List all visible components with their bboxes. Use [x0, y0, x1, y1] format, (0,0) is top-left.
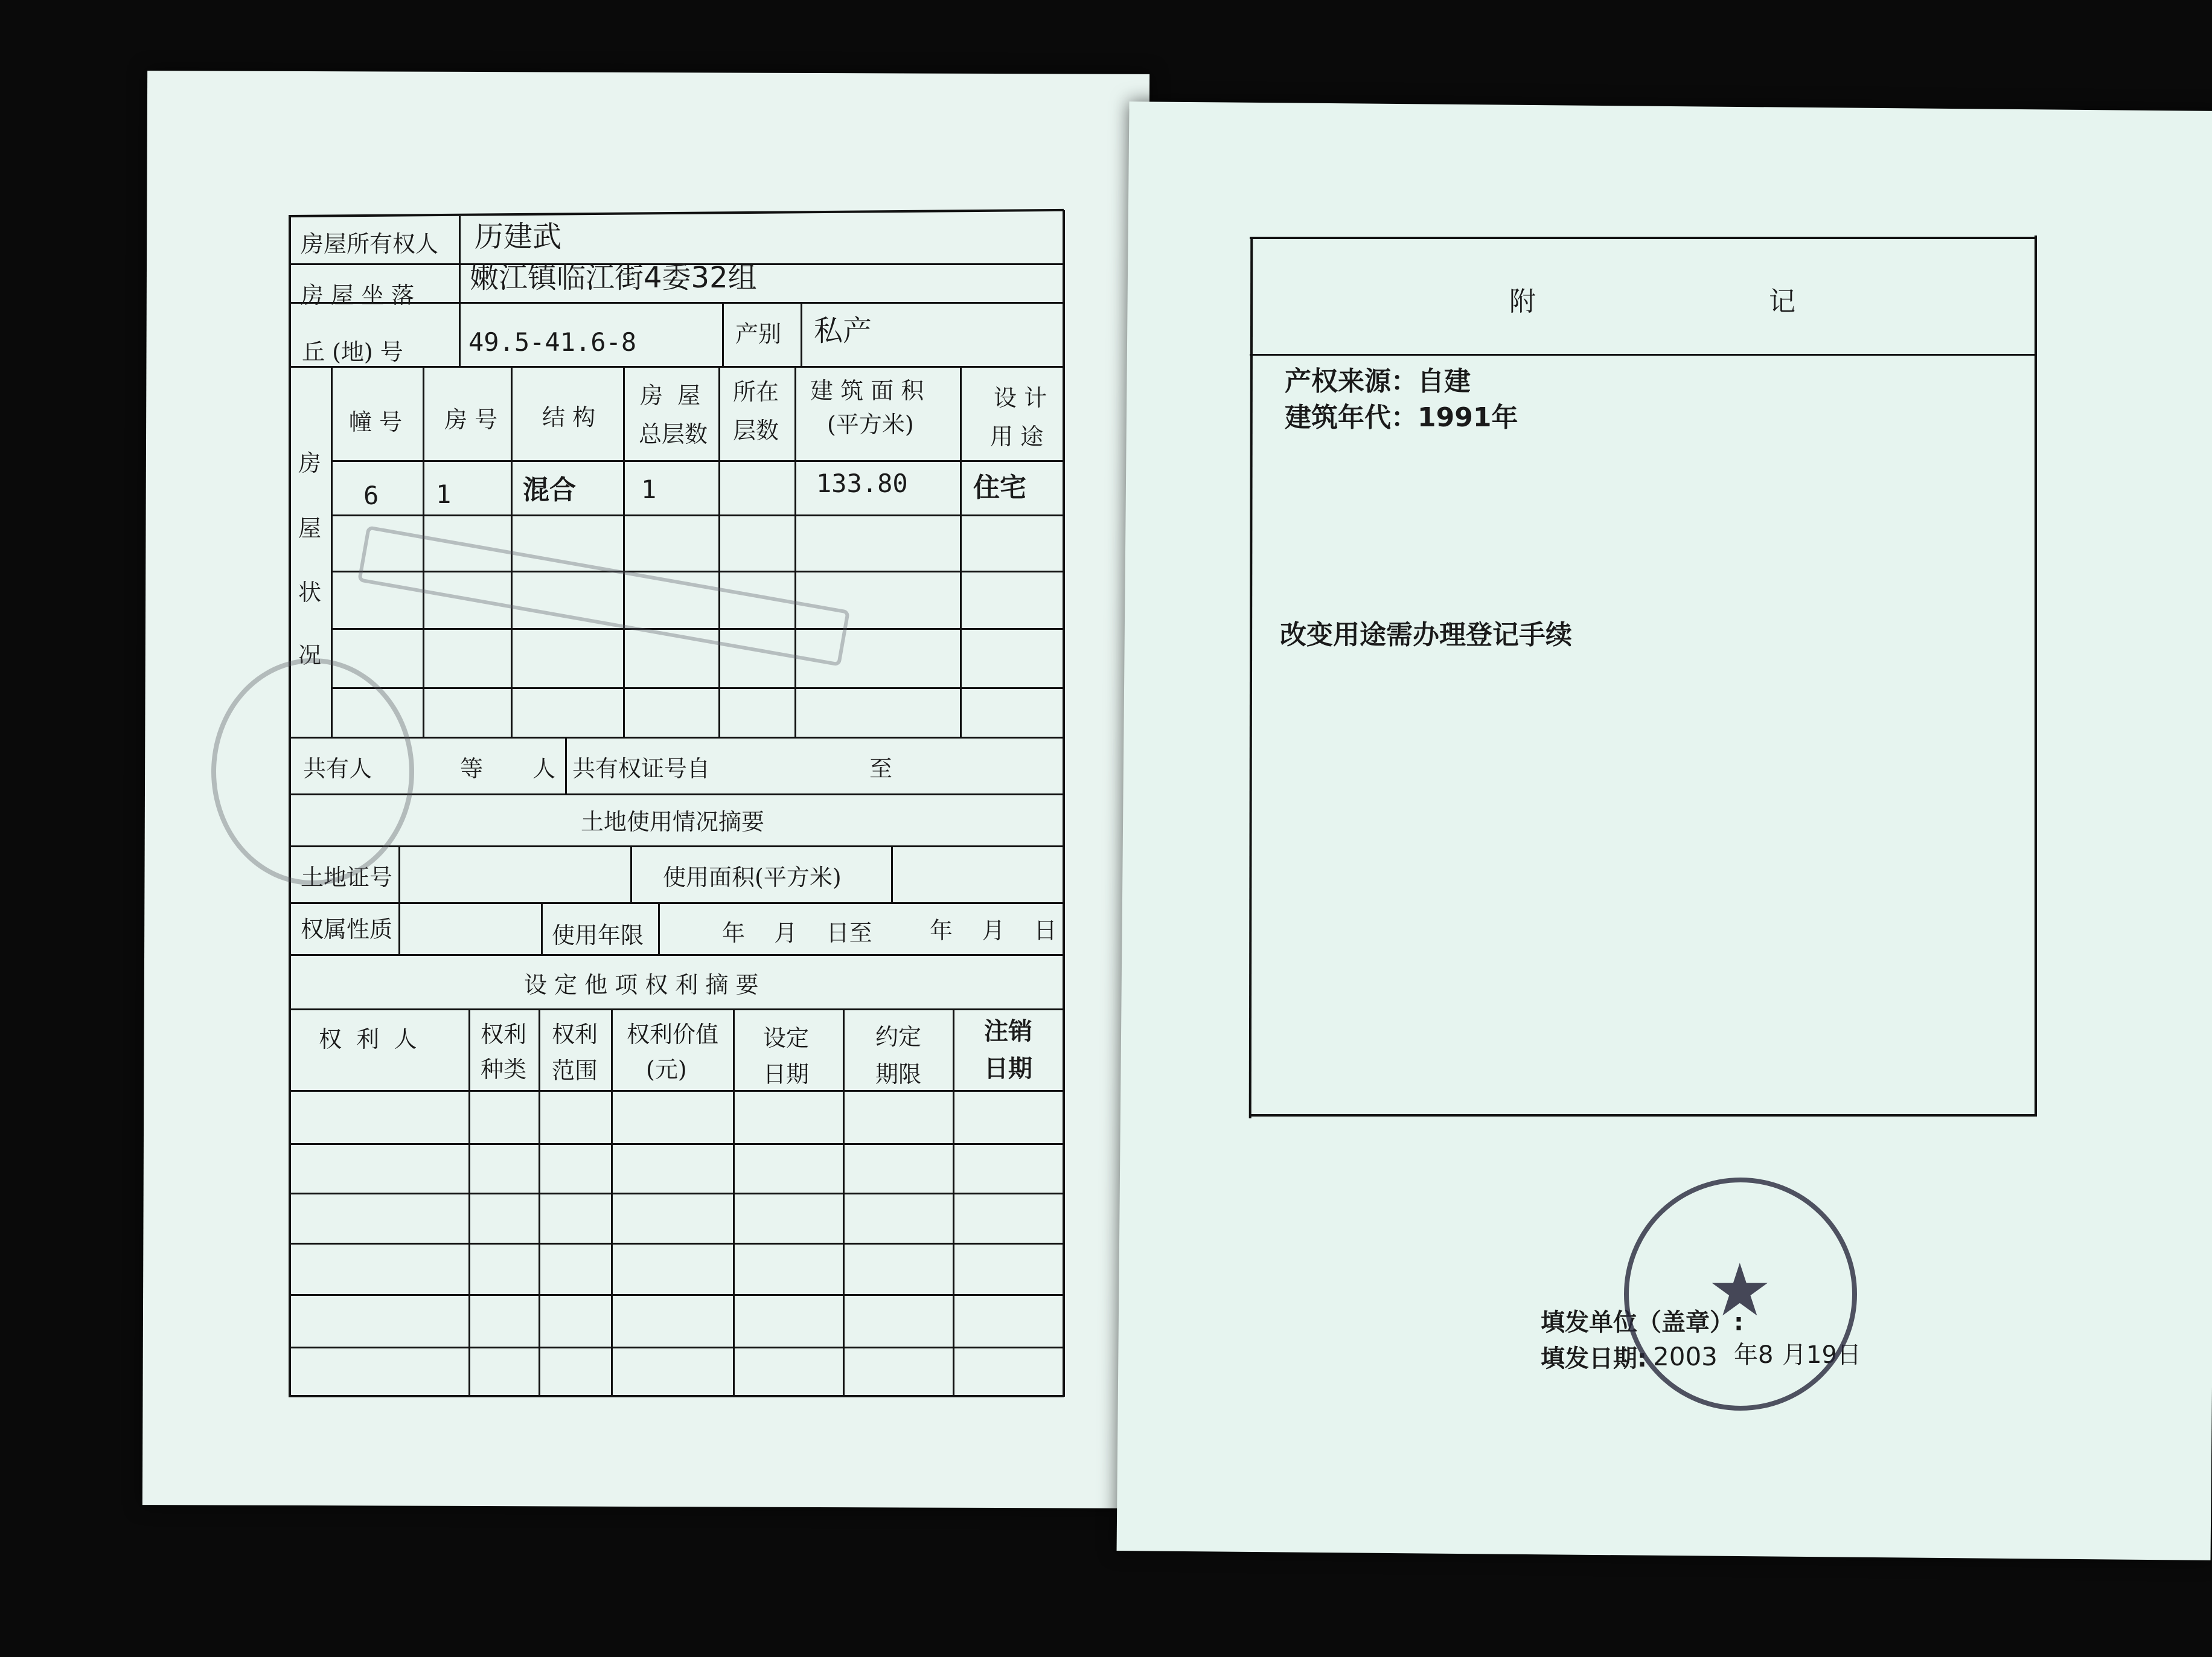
issue-date-label: 填发日期: [1541, 1345, 1647, 1373]
rights-col-value-1: 权利价值 [627, 1021, 719, 1048]
rights-col-scope-1: 权利 [552, 1021, 598, 1048]
rights-col-cancel-2: 日期 [984, 1055, 1032, 1083]
row-total-floors: 1 [641, 475, 657, 504]
house-status-label-1: 房 [298, 450, 322, 476]
issue-year: 2003 [1653, 1342, 1718, 1371]
row-room-no: 1 [436, 479, 452, 509]
official-seal [1624, 1178, 1857, 1411]
property-source: 产权来源：自建 [1285, 366, 1471, 397]
coowner-person: 人 [532, 755, 556, 782]
owner-label: 房屋所有权人 [301, 231, 439, 257]
usage-change-note: 改变用途需办理登记手续 [1280, 620, 1572, 650]
col-structure: 结 构 [542, 404, 596, 431]
coowner-mid: 等 [460, 755, 484, 782]
house-status-label-2: 屋 [298, 515, 322, 542]
rights-col-cancel-1: 注销 [984, 1018, 1032, 1045]
rights-col-term-1: 约定 [875, 1024, 922, 1050]
col-area-2: (平方米) [827, 411, 914, 438]
land-term-label: 使用年限 [552, 922, 644, 949]
rights-col-scope-2: 范围 [552, 1057, 598, 1084]
rights-col-kind-1: 权利 [481, 1021, 527, 1048]
rights-col-set-1: 设定 [763, 1025, 810, 1051]
land-nature-label: 权属性质 [301, 916, 393, 943]
property-type-value: 私产 [814, 314, 872, 348]
row-structure: 混合 [523, 475, 576, 505]
rights-col-set-2: 日期 [763, 1061, 810, 1088]
rights-col-kind-2: 种类 [481, 1056, 527, 1083]
notes-heading-1: 附 [1509, 286, 1536, 317]
coowner-to: 至 [869, 755, 893, 782]
property-type-label: 产别 [735, 321, 782, 347]
coowner-label: 共有人 [303, 755, 372, 782]
col-floor-2: 层数 [733, 417, 779, 444]
house-status-label-4: 况 [298, 642, 322, 668]
row-building-no: 6 [363, 481, 379, 510]
lot-value: 49.5-41.6-8 [468, 327, 637, 357]
land-cert-label: 土地证号 [301, 864, 393, 891]
issuer-label: 填发单位（盖章）: [1541, 1309, 1744, 1336]
coowner-cert: 共有权证号自 [572, 755, 711, 782]
land-term-from: 年 月 日至 [722, 920, 872, 946]
col-floor-1: 所在 [733, 379, 779, 405]
star-icon: ★ [1707, 1249, 1772, 1333]
rights-col-value-2: (元) [646, 1056, 687, 1083]
rights-col-holder: 权 利 人 [319, 1026, 417, 1053]
land-area-label: 使用面积(平方米) [663, 864, 842, 891]
construction-year: 建筑年代：1991年 [1285, 402, 1518, 433]
col-building-no: 幢 号 [349, 409, 403, 435]
notes-heading-2: 记 [1769, 286, 1795, 317]
issue-year-unit: 年8 [1734, 1341, 1774, 1369]
rights-title: 设 定 他 项 权 利 摘 要 [524, 972, 759, 998]
lot-label: 丘 (地) 号 [302, 339, 403, 365]
issue-day: 月19日 [1782, 1341, 1861, 1369]
col-use-1: 设 计 [994, 385, 1047, 411]
location-label: 房 屋 坐 落 [301, 282, 415, 309]
land-term-to: 年 月 日 [930, 917, 1057, 944]
col-total-floors-2: 总层数 [639, 421, 708, 447]
row-area: 133.80 [816, 469, 908, 498]
owner-value: 历建武 [475, 220, 562, 254]
col-area-1: 建 筑 面 积 [810, 377, 924, 404]
col-use-2: 用 途 [990, 423, 1044, 450]
rights-col-term-2: 期限 [875, 1061, 922, 1088]
row-use: 住宅 [973, 472, 1026, 503]
house-status-label-3: 状 [298, 579, 322, 606]
land-summary-title: 土地使用情况摘要 [581, 809, 765, 835]
col-total-floors-1: 房 屋 [640, 382, 701, 409]
col-room-no: 房 号 [444, 406, 498, 433]
location-value: 嫩江镇临江街4委32组 [470, 261, 757, 295]
